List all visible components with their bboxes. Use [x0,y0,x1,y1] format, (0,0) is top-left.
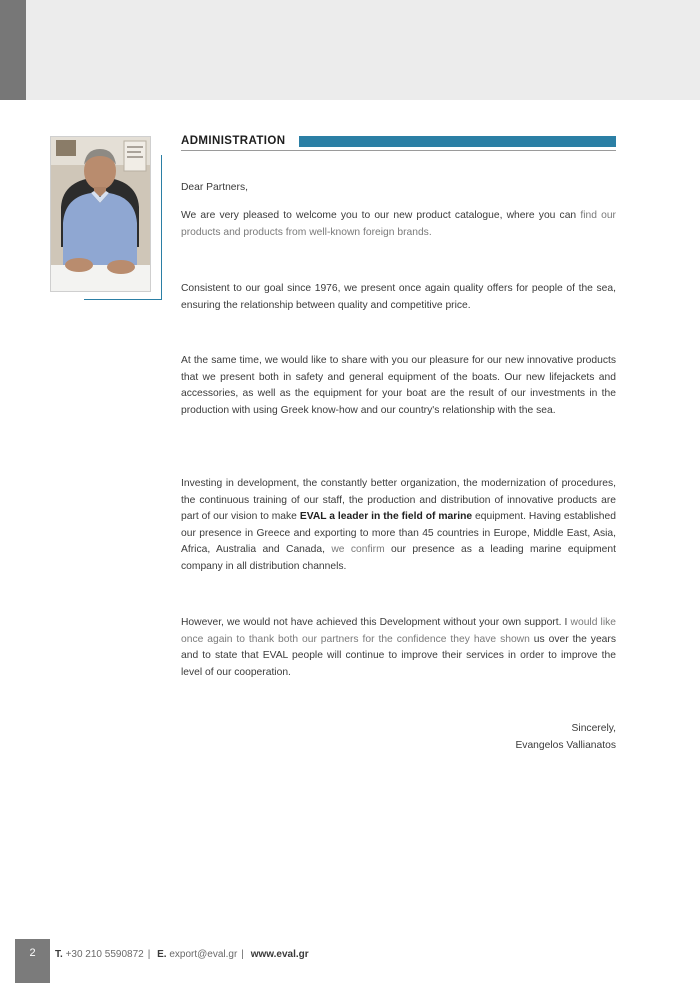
section-title-bar [299,136,616,147]
p5-text-b: us over the years and to state that EVAL people will continue to improve their services in order to improve the level of our cooperation. [181,633,616,678]
section-title: ADMINISTRATION [181,135,286,147]
p4-text-a: Investing in development, the constantly better organization, the modernization of procedures, the continuous training of our staff, the production and distribution of innovative products are part of our vision to make [181,478,616,523]
section-title-rule [181,150,616,151]
header-accent-bar [0,0,26,100]
letter-greeting: Dear Partners, [181,182,248,193]
p5-light-phrase: would like once again to thank both our partners for the confidence they have shown [181,617,616,645]
page-number: 2 [29,947,36,959]
email-link[interactable]: export@eval.gr [169,949,238,960]
letter-paragraph-4 [181,476,616,576]
signatory-name: Evangelos Vallianatos [515,740,616,751]
closing: Sincerely, [571,723,616,734]
p4-bold-phrase: EVAL a leader in the field of marine [299,511,473,523]
p4-light-phrase: we confirm [331,544,385,556]
portrait-illustration [51,137,150,291]
p1-text-b: find our products and products from well-known foreign brands. [181,210,616,238]
header-band [0,0,700,100]
p5-text-a: However, we would not have achieved this Development without your own support. I [181,617,568,628]
letter-paragraph-3: At the same time, we would like to share with you our pleasure for our new innovative products that we present both in safety and general equipment of the boats. Our new lifejackets and accessories, as well as the equipment for your boat are the result of our investments in the production with using Greek know-how and our country's relationship with the sea. [181,355,616,416]
footer-separator: | [241,949,244,960]
letter-paragraph-2: Consistent to our goal since 1976, we present once again quality offers for people of the sea, ensuring the relationship between quality and competitive price. [181,283,616,311]
letter-paragraph-1 [181,208,616,241]
footer-contact [55,949,309,960]
section-heading-row [181,134,616,152]
phone-label: T. [55,949,63,960]
phone-number: +30 210 5590872 [65,949,144,960]
letter-paragraph-5 [181,615,616,681]
email-label: E. [157,949,167,960]
website-link[interactable]: www.eval.gr [250,949,309,960]
portrait-photo [50,136,151,292]
p4-text-c: our presence as a leading marine equipment company in all distribution channels. [181,544,616,572]
p1-text-a: We are very pleased to welcome you to our new product catalogue, where you can [181,210,577,221]
letter-signoff [515,720,616,754]
p4-text-b: equipment. Having established our presence in Greece and exporting to more than 45 countries in Europe, Middle East, Asia, Africa, Australia and Canada, [181,511,616,556]
page-number-box [15,939,50,983]
footer-separator: | [147,949,151,960]
